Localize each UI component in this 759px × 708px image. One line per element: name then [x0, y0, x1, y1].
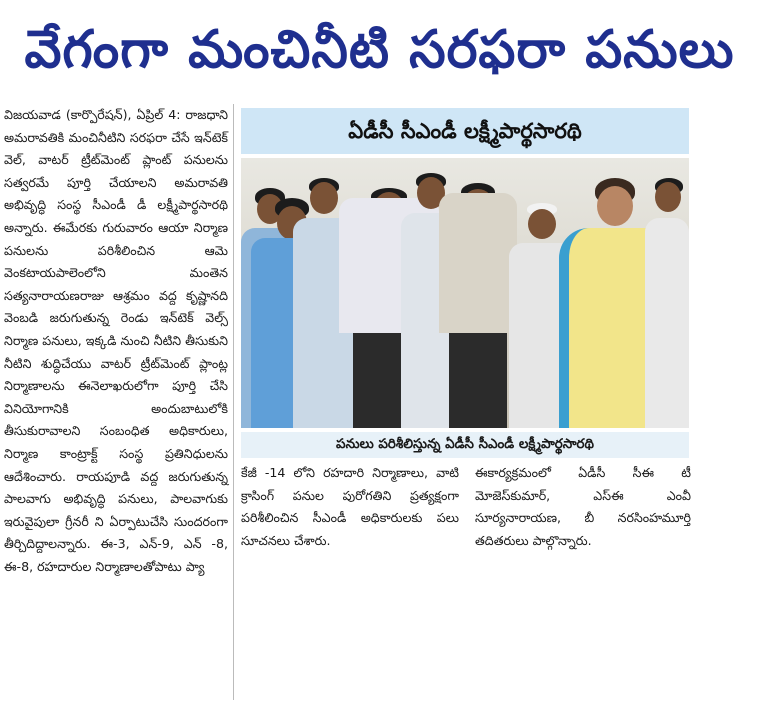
- article-body-right: [475, 462, 691, 552]
- headline: వేగంగా మంచినీటి సరఫరా పనులు: [24, 20, 735, 80]
- article-body-middle: [241, 462, 459, 552]
- body-text-left: విజయవాడ (కార్పొరేషన్), ఏప్రిల్ 4: రాజధాని అమరావతికి మంచినీటిని సరఫరా చేసే ఇన్‌టెక్ వెల్, వాటర్ ట్రీట్‌మెంట్ ప్లాంట్ పనులను సత్వరమే పూర్తి చేయాలని అమరావతి అభివృద్ధి సంస్థ సీఎండీ డీ లక్ష్మీపార్థసారథి అన్నారు. ఈమేరకు గురువారం ఆయా నిర్మాణ పనులను పరిశీలించిన ఆమె వెంకటాయపాలెంలోని మంతెన సత్యనారాయణరాజు ఆశ్రమం వద్ద కృష్ణానది వెంబడి జరుగుతున్న రెండు ఇన్‌టెక్ వెల్స్ నిర్మాణ పనులు, ఇక్కడి నుంచి నీటిని తీసుకుని నీటిని శుద్ధిచేయు వాటర్ ట్రీట్‌మెంట్ ప్లాంట్ల నిర్మాణాలను ఈనెలాఖరులోగా పూర్తి చేసి వినియోగానికి అందుబాటులోకి తీసుకురావాలని సంబంధిత అధికారులు, నిర్మాణ కాంట్రాక్ట్ సంస్థ ప్రతినిధులను ఆదేశించారు. రాయపూడి వద్ద జరుగుతున్న పాలవాగు అభివృద్ధి పనులు, పాలవాగుకు ఇరువైపులా గ్రీనరీ ని ఏర్పాటుచేసి సుందరంగా తీర్చిదిద్దాలన్నారు. ఈ-3, ఎన్-9, ఎన్ -8, ఈ-8, రహదారుల నిర్మాణాలతోపాటు ప్యా: [4, 107, 228, 574]
- subheadline: ఏడీసీ సీఎండీ లక్ష్మీపార్థసారథి: [241, 108, 689, 154]
- article-body-left: [4, 104, 228, 578]
- news-photo: [241, 158, 689, 428]
- column-divider: [233, 104, 234, 700]
- photo-caption: పనులు పరిశీలిస్తున్న ఏడీసీ సీఎండీ లక్ష్మీపార్థసారథి: [241, 432, 689, 458]
- body-text-middle: కేజీ -14 లోని రహదారి నిర్మాణాలు, వాటి క్రాసింగ్ పనుల పురోగతిని ప్రత్యక్షంగా పరిశీలించిన సీఎండీ అధికారులకు పలు సూచనలు చేశారు.: [241, 465, 459, 548]
- person-figure: [439, 183, 517, 428]
- person-figure: [645, 178, 689, 428]
- body-text-right: ఈకార్యక్రమంలో ఏడీసీ సీఈ టీ మోజెస్‌కుమార్, ఎస్ఈ ఎంవీ సూర్యనారాయణ, బీ నరసింహమూర్తి తదితరులు పాల్గొన్నారు.: [475, 465, 691, 548]
